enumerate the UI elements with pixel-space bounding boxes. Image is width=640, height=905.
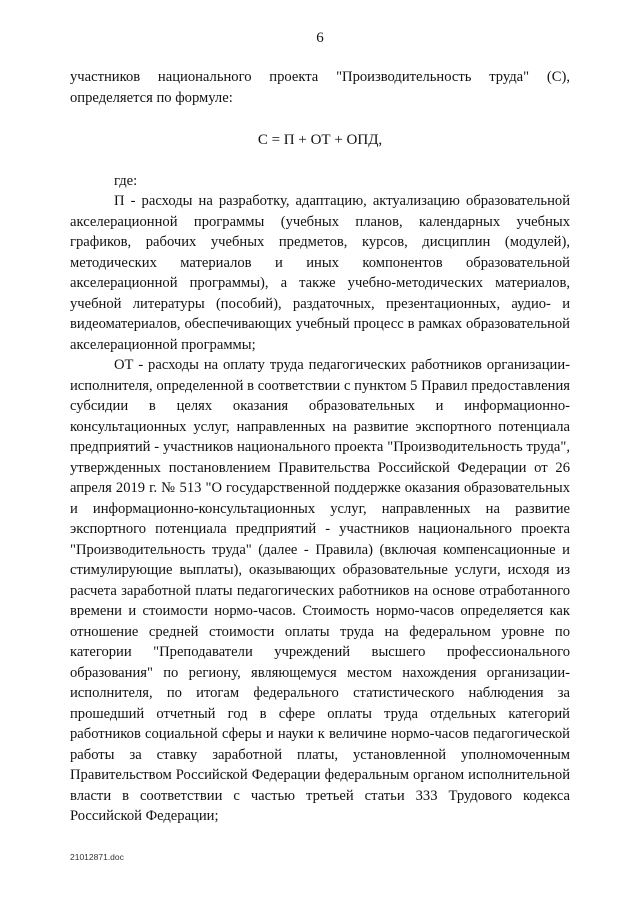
file-name-footer: 21012871.doc bbox=[70, 852, 124, 862]
intro-paragraph: участников национального проекта "Производительность труда" (С), определяется по формуле: bbox=[70, 69, 570, 106]
document-body bbox=[70, 67, 570, 827]
definition-ot: ОТ - расходы на оплату труда педагогических работников организации-исполнителя, определенной в соответствии с пунктом 5 Правил предоставления субсидии в целях оказания образовательных и информационно-консультационных услуг, направленных на развитие экспортного потенциала предприятий - участников национального проекта "Производительность труда", утвержденных постановлением Правительства Российской Федерации от 26 апреля 2019 г. № 513 "О государственной поддержке оказания образовательных и информационно-консультационных услуг, направленных на развитие экспортного потенциала предприятий - участников национального проекта "Производительность труда" (далее - Правила) (включая компенсационные и стимулирующие выплаты), оказывающих образовательные услуги, исходя из расчета заработной платы педагогических работников на основе отработанного времени и стоимости нормо-часов. Стоимость нормо-часов определяется как отношение средней стоимости оплаты труда на федеральном уровне по категории "Преподаватели учреждений высшего профессионального образования" по региону, являющемуся местом нахождения организации-исполнителя, по итогам федерального статистического наблюдения за прошедший отчетный год в сфере оплаты труда отдельных категорий работников социальной сферы и науки к величине нормо-часов педагогической работы за ставку заработной платы, установленной уполномоченным Правительством Российской Федерации федеральным органом исполнительной власти в соответствии с частью третьей статьи 333 Трудового кодекса Российской Федерации; bbox=[70, 357, 570, 824]
definition-p: П - расходы на разработку, адаптацию, актуализацию образовательной акселерационной программы (учебных планов, календарных учебных графиков, рабочих учебных предметов, курсов, дисциплин (модулей), методических материалов и иных компонентов образовательной акселерационной программы), а также учебно-методических материалов, учебной литературы (пособий), раздаточных, презентационных, аудио- и видеоматериалов, обеспечивающих учебный процесс в рамках образовательной акселерационной программы; bbox=[70, 193, 570, 353]
formula: С = П + ОТ + ОПД, bbox=[257, 132, 383, 148]
page-number: 6 bbox=[316, 30, 324, 46]
where-label: где: bbox=[114, 172, 138, 189]
